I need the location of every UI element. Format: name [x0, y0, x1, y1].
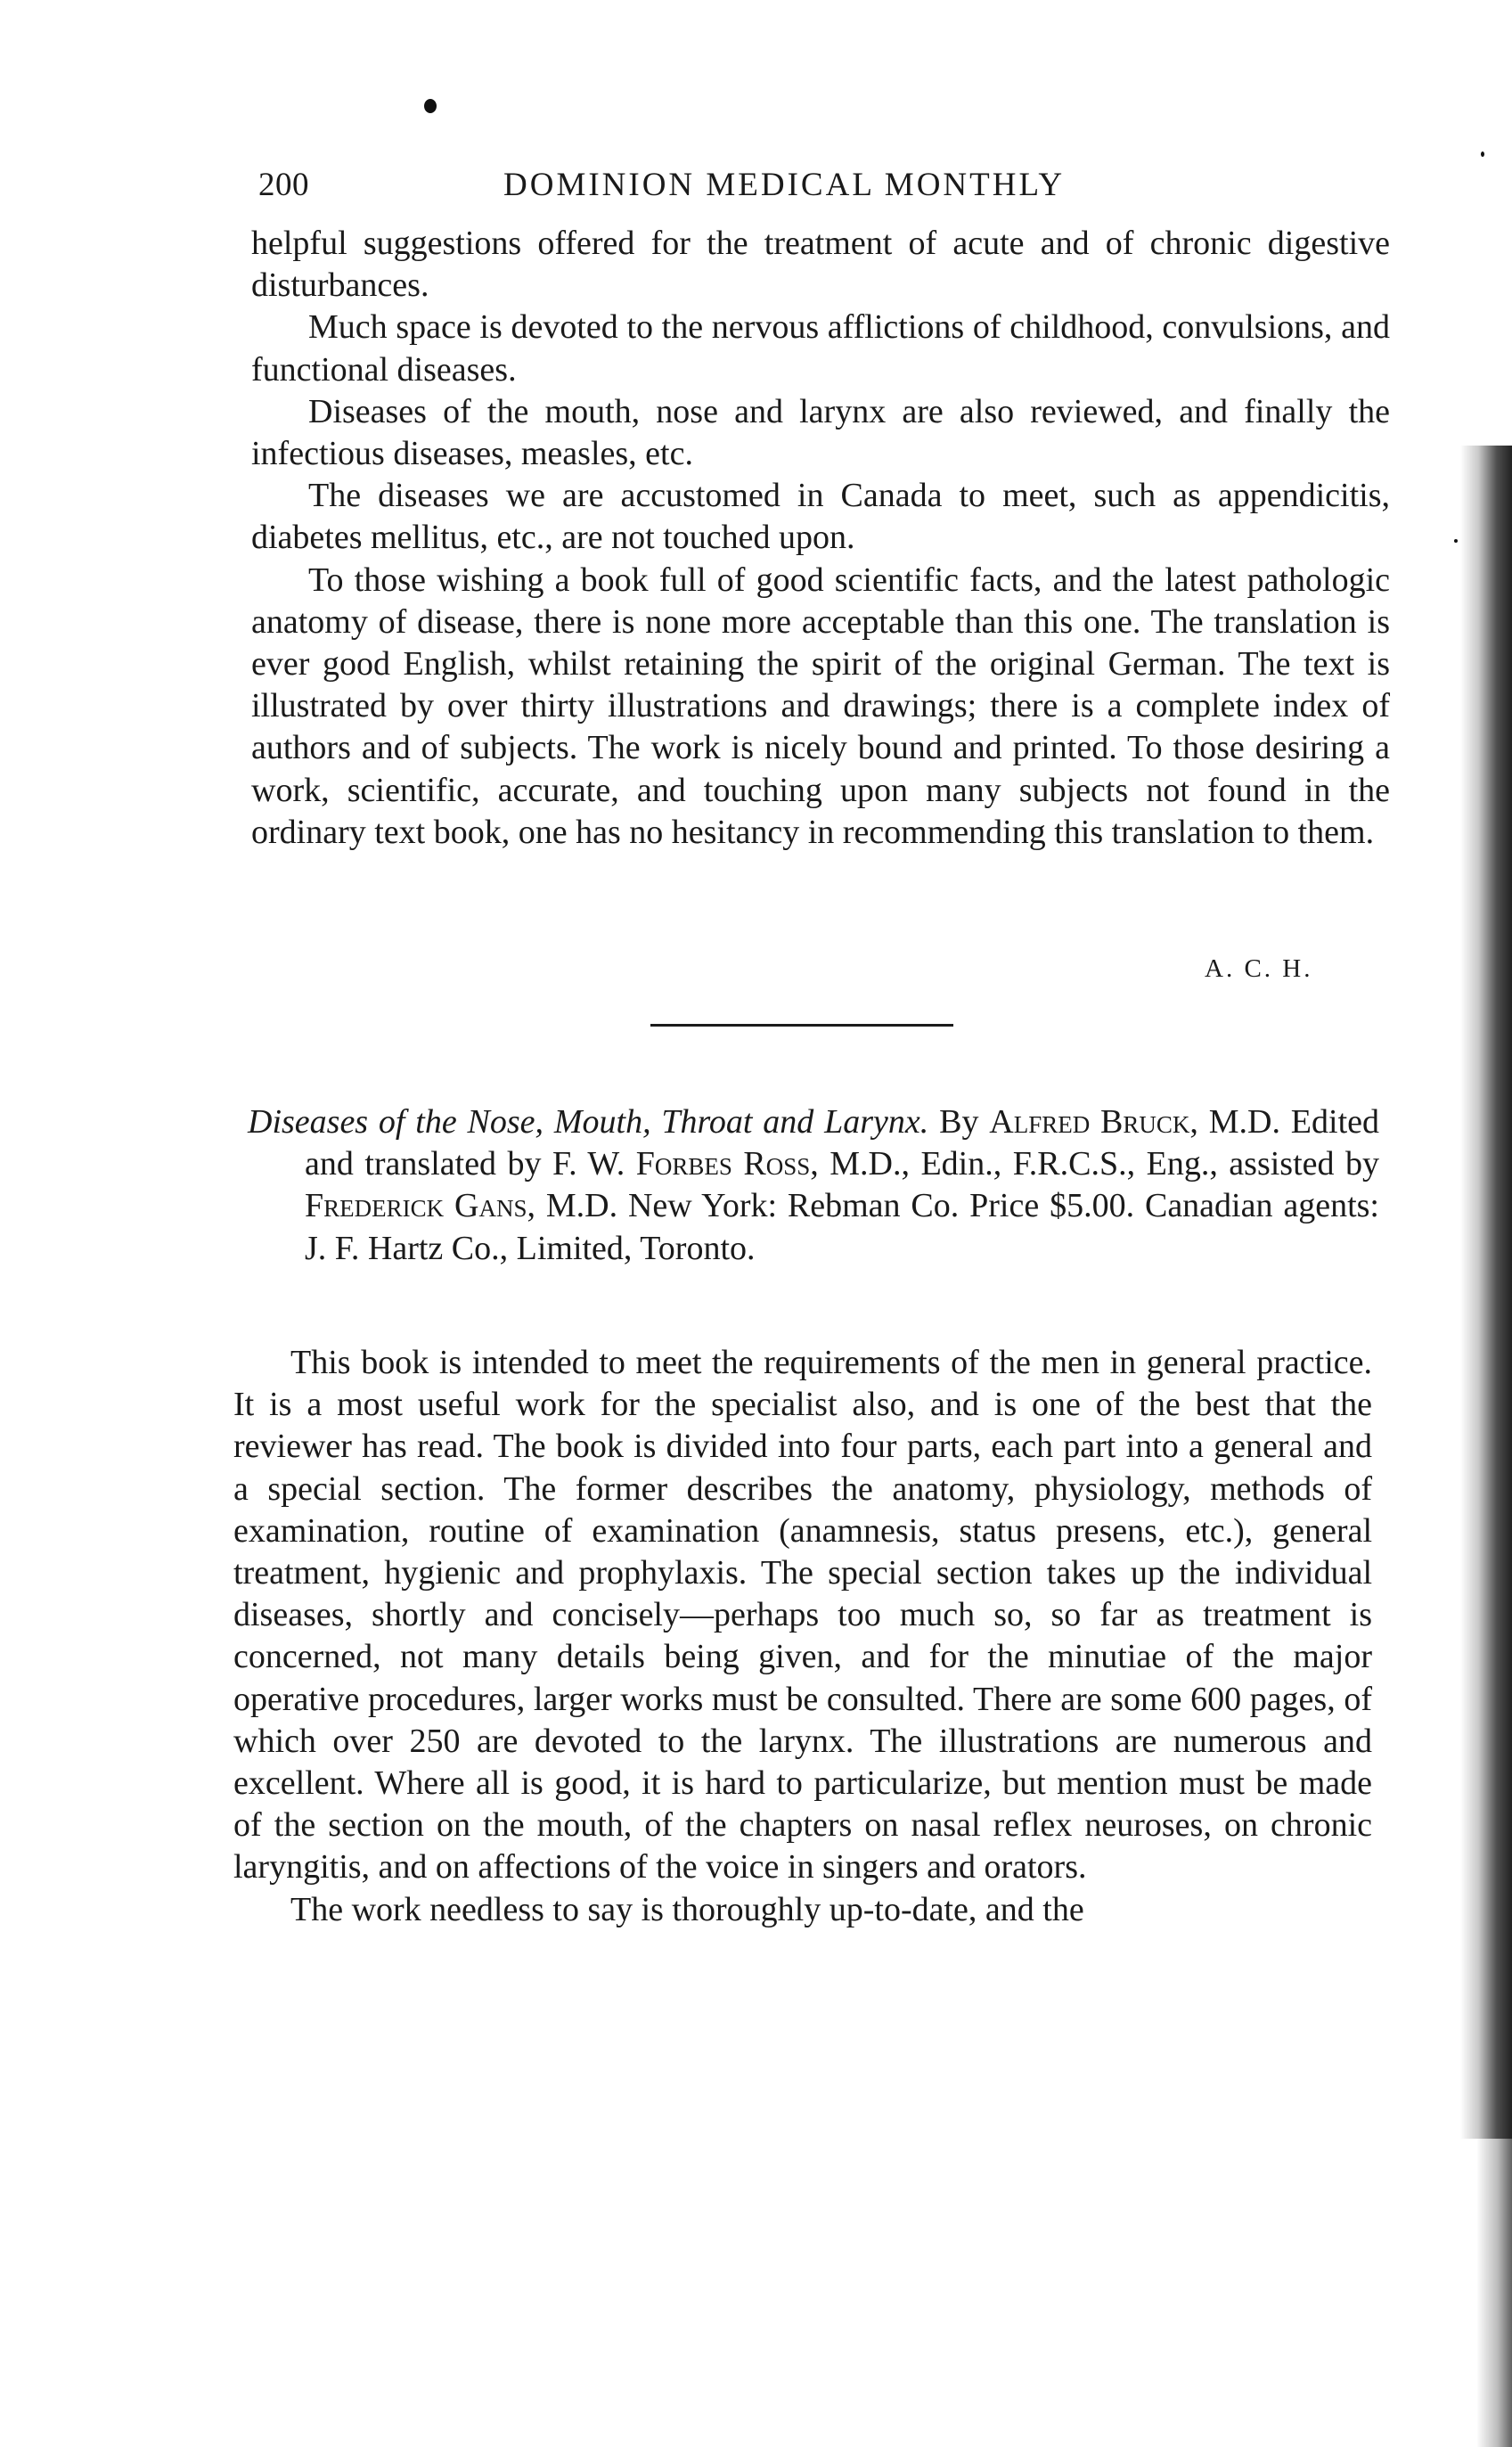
book-title: Diseases of the Nose, Mouth, Throat and Larynx.	[248, 1103, 929, 1141]
page-edge-shadow-lower	[1476, 2139, 1512, 2447]
reviewer-initials: A. C. H.	[1205, 954, 1313, 983]
page-edge-shadow	[1460, 446, 1512, 2139]
assistant-name: Frederick Gans	[305, 1187, 527, 1225]
paragraph: helpful suggestions offered for the treatment of acute and of chronic digestive disturbances.	[251, 225, 1390, 305]
paragraph: The diseases we are accustomed in Canada to meet, such as appendicitis, diabetes mellitus, etc., are not touched upon.	[251, 477, 1390, 557]
ink-speck	[424, 99, 437, 113]
paragraph: To those wishing a book full of good scientific facts, and the latest pathologic anatomy of disease, there is none more acceptable than this one. The translation is ever good English, whilst retaining the spirit of the original German. The text is illustrated by over thirty illustrations and drawings; there is a complete index of authors and of subjects. The work is nicely bound and printed. To those desiring a work, scientific, accurate, and touching upon many subjects not found in the ordinary text book, one has no hesitancy in recommending this translation to them.	[251, 561, 1390, 851]
paragraph: Diseases of the mouth, nose and larynx are also reviewed, and finally the infectious diseases, measles, etc.	[251, 392, 1390, 473]
page-number: 200	[258, 167, 309, 203]
review-body	[233, 1342, 1372, 1931]
section-divider	[650, 1024, 953, 1027]
translator-name: F. W. Forbes Ross	[552, 1145, 811, 1183]
page-header	[258, 166, 1408, 210]
paragraph: The work needless to say is thoroughly up-to-date, and the	[290, 1890, 1084, 1928]
paragraph: Much space is devoted to the nervous afflictions of childhood, convulsions, and functional diseases.	[251, 308, 1390, 389]
paragraph: This book is intended to meet the requirements of the men in general practice. It is a most useful work for the specialist also, and is one of the best that the reviewer has read. The book is divided into four parts, each part into a general and a special section. The former describes the anatomy, physiology, methods of examination, routine of examination (anamnesis, status presens, etc.), general treatment, hygienic and prophylaxis. The special section takes up the individual diseases, shortly and concisely—perhaps too much so, so far as treatment is concerned, not many details being given, and for the minutiae of the major operative procedures, larger works must be consulted. There are some 600 pages, of which over 250 are devoted to the larynx. The illustrations are numerous and excellent. Where all is good, it is hard to particularize, but mention must be made of the section on the mouth, of the chapters on nasal reflex neuroses, on chronic laryngitis, and on affections of the voice in singers and orators.	[233, 1344, 1372, 1886]
author-name: Alfred Bruck	[989, 1103, 1190, 1141]
citation-text: Diseases of the Nose, Mouth, Throat and Larynx. By Alfred Bruck, M.D. Edited and translated by F. W. Forbes Ross, M.D., Edin., F.R.C.S., Eng., assisted by Frederick Gans, M.D. New York: Rebman Co. Price $5.00. Canadian agents: J. F. Hartz Co., Limited, Toronto.	[248, 1103, 1379, 1267]
review-continuation	[251, 223, 1390, 854]
book-citation	[248, 1101, 1379, 1270]
running-title: DOMINION MEDICAL MONTHLY	[503, 167, 1066, 203]
ink-speck	[1481, 151, 1484, 157]
ink-speck	[1454, 539, 1458, 543]
